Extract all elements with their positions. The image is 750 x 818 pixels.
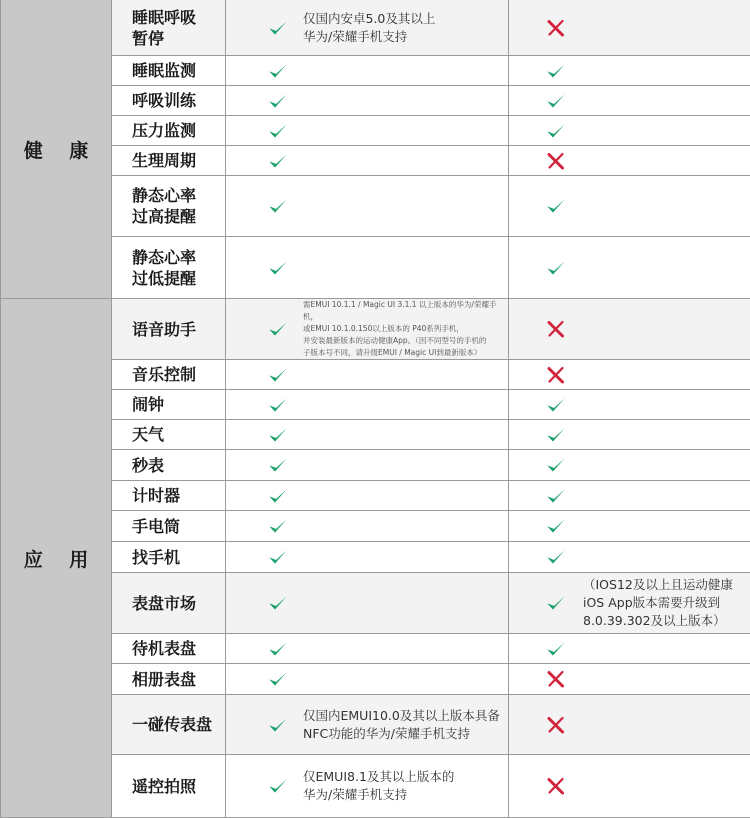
table-row <box>112 634 750 664</box>
check-icon <box>546 639 566 659</box>
feature-label: 计时器 <box>132 486 181 505</box>
ios-support-cell <box>509 634 750 663</box>
feature-name <box>112 56 226 85</box>
ios-support-cell <box>509 146 750 175</box>
ios-support-cell <box>509 86 750 115</box>
ios-support-cell <box>509 390 750 419</box>
ios-support-cell <box>509 695 750 754</box>
feature-label: 睡眠监测 <box>132 61 197 80</box>
android-support-cell <box>226 360 509 389</box>
table-row <box>112 420 750 450</box>
table-row <box>112 390 750 420</box>
cross-icon <box>546 715 566 735</box>
android-support-cell <box>226 634 509 663</box>
check-icon <box>268 776 288 796</box>
android-support-cell <box>226 755 509 817</box>
table-row <box>112 146 750 176</box>
check-icon <box>268 547 288 567</box>
android-support-cell <box>226 86 509 115</box>
check-icon <box>546 91 566 111</box>
ios-support-cell <box>509 176 750 236</box>
feature-label: 睡眠呼吸 暂停 <box>132 7 197 48</box>
feature-label: 找手机 <box>132 547 181 567</box>
ios-support-cell <box>509 360 750 389</box>
android-support-cell <box>226 450 509 480</box>
feature-name <box>112 176 226 236</box>
feature-name <box>112 573 226 633</box>
feature-name <box>112 695 226 754</box>
check-icon <box>268 91 288 111</box>
check-icon <box>268 486 288 506</box>
ios-support-cell <box>509 420 750 449</box>
android-support-cell <box>226 116 509 145</box>
feature-name <box>112 420 226 449</box>
cross-icon <box>546 365 566 385</box>
check-icon <box>268 151 288 171</box>
feature-label: 压力监测 <box>132 121 197 140</box>
check-icon <box>268 455 288 475</box>
table-row <box>112 664 750 695</box>
check-icon <box>268 425 288 445</box>
cross-icon <box>546 151 566 171</box>
feature-label: 手电筒 <box>132 516 181 536</box>
check-icon <box>268 715 288 735</box>
feature-name <box>112 146 226 175</box>
feature-label: 秒表 <box>132 455 165 475</box>
feature-label: 表盘市场 <box>132 593 197 613</box>
feature-label: 静态心率 过高提醒 <box>132 186 197 226</box>
android-support-cell <box>226 0 509 55</box>
check-icon <box>546 196 566 216</box>
table-row <box>112 573 750 634</box>
category-label: 健 康 <box>23 139 99 162</box>
ios-support-cell <box>509 299 750 359</box>
support-note: 仅国内EMUI10.0及其以上版本具备 NFC功能的华为/荣耀手机支持 <box>303 707 500 741</box>
feature-name <box>112 86 226 115</box>
table-row <box>112 511 750 542</box>
check-icon <box>268 593 288 613</box>
table-row <box>112 360 750 390</box>
feature-name <box>112 481 226 510</box>
check-icon <box>268 61 288 81</box>
table-row <box>112 116 750 146</box>
check-icon <box>268 196 288 216</box>
check-icon <box>268 365 288 385</box>
check-icon <box>546 593 566 613</box>
check-icon <box>268 516 288 536</box>
ios-support-cell <box>509 56 750 85</box>
ios-support-cell <box>509 573 750 633</box>
feature-name <box>112 511 226 541</box>
table-row <box>112 695 750 755</box>
support-note: （IOS12及以上且运动健康 iOS App版本需要升级到 8.0.39.302及以上版本） <box>583 577 733 628</box>
android-support-cell <box>226 664 509 694</box>
table-row <box>112 481 750 511</box>
feature-label: 闹钟 <box>132 395 165 414</box>
feature-label: 一碰传表盘 <box>132 715 213 734</box>
check-icon <box>546 121 566 141</box>
android-support-cell <box>226 695 509 754</box>
support-note: 仅EMUI8.1及其以上版本的 华为/荣耀手机支持 <box>303 769 455 802</box>
android-support-cell <box>226 299 509 359</box>
feature-name <box>112 755 226 817</box>
android-support-cell <box>226 176 509 236</box>
feature-name <box>112 299 226 359</box>
android-support-cell <box>226 146 509 175</box>
check-icon <box>546 486 566 506</box>
cross-icon <box>546 18 566 38</box>
cross-icon <box>546 319 566 339</box>
check-icon <box>546 395 566 415</box>
android-support-cell <box>226 542 509 572</box>
ios-support-cell <box>509 116 750 145</box>
android-support-cell <box>226 237 509 298</box>
feature-label: 生理周期 <box>132 151 197 170</box>
check-icon <box>268 18 288 38</box>
ios-support-cell <box>509 755 750 817</box>
table-row <box>112 237 750 299</box>
feature-label: 相册表盘 <box>132 669 197 689</box>
feature-name <box>112 664 226 694</box>
table-row <box>112 86 750 116</box>
cross-icon <box>546 669 566 689</box>
android-support-cell <box>226 573 509 633</box>
check-icon <box>546 61 566 81</box>
check-icon <box>268 639 288 659</box>
check-icon <box>268 121 288 141</box>
feature-name <box>112 450 226 480</box>
check-icon <box>546 258 566 278</box>
feature-name <box>112 634 226 663</box>
check-icon <box>268 258 288 278</box>
ios-support-cell <box>509 450 750 480</box>
check-icon <box>268 395 288 415</box>
table-row <box>112 450 750 481</box>
feature-name <box>112 116 226 145</box>
feature-label: 待机表盘 <box>132 639 197 658</box>
check-icon <box>546 455 566 475</box>
ios-support-cell <box>509 0 750 55</box>
support-note: 需EMUI 10.1.1 / Magic UI 3.1.1 以上版本的华为/荣耀手机， 或EMUI 10.1.0.150以上版本的 P40系列手机， 并安装最新版本的运动健康App。（因不同型号的手机的 子版本号不同，请升级EMUI / Magic UI到最新版本） <box>303 300 497 357</box>
category-apps <box>1 299 112 818</box>
table-row <box>112 299 750 360</box>
android-support-cell <box>226 511 509 541</box>
check-icon <box>268 319 288 339</box>
feature-name <box>112 390 226 419</box>
cross-icon <box>546 776 566 796</box>
android-support-cell <box>226 390 509 419</box>
ios-support-cell <box>509 481 750 510</box>
feature-label: 天气 <box>132 425 165 444</box>
feature-label: 静态心率 过低提醒 <box>132 247 197 288</box>
android-support-cell <box>226 420 509 449</box>
android-support-cell <box>226 481 509 510</box>
category-health <box>1 0 112 299</box>
ios-support-cell <box>509 542 750 572</box>
android-support-cell <box>226 56 509 85</box>
feature-label: 呼吸训练 <box>132 91 197 110</box>
ios-support-cell <box>509 237 750 298</box>
check-icon <box>546 425 566 445</box>
category-label: 应 用 <box>23 548 99 571</box>
table-row <box>112 176 750 237</box>
table-row <box>112 0 750 56</box>
check-icon <box>546 547 566 567</box>
feature-name <box>112 0 226 55</box>
table-row <box>112 755 750 818</box>
check-icon <box>546 516 566 536</box>
feature-label: 音乐控制 <box>132 365 197 384</box>
feature-name <box>112 360 226 389</box>
table-row <box>112 542 750 573</box>
ios-support-cell <box>509 511 750 541</box>
feature-name <box>112 542 226 572</box>
support-note: 仅国内安卓5.0及其以上 华为/荣耀手机支持 <box>303 10 436 44</box>
ios-support-cell <box>509 664 750 694</box>
feature-name <box>112 237 226 298</box>
table-row <box>112 56 750 86</box>
check-icon <box>268 669 288 689</box>
feature-label: 语音助手 <box>132 319 197 339</box>
feature-label: 遥控拍照 <box>132 776 197 796</box>
